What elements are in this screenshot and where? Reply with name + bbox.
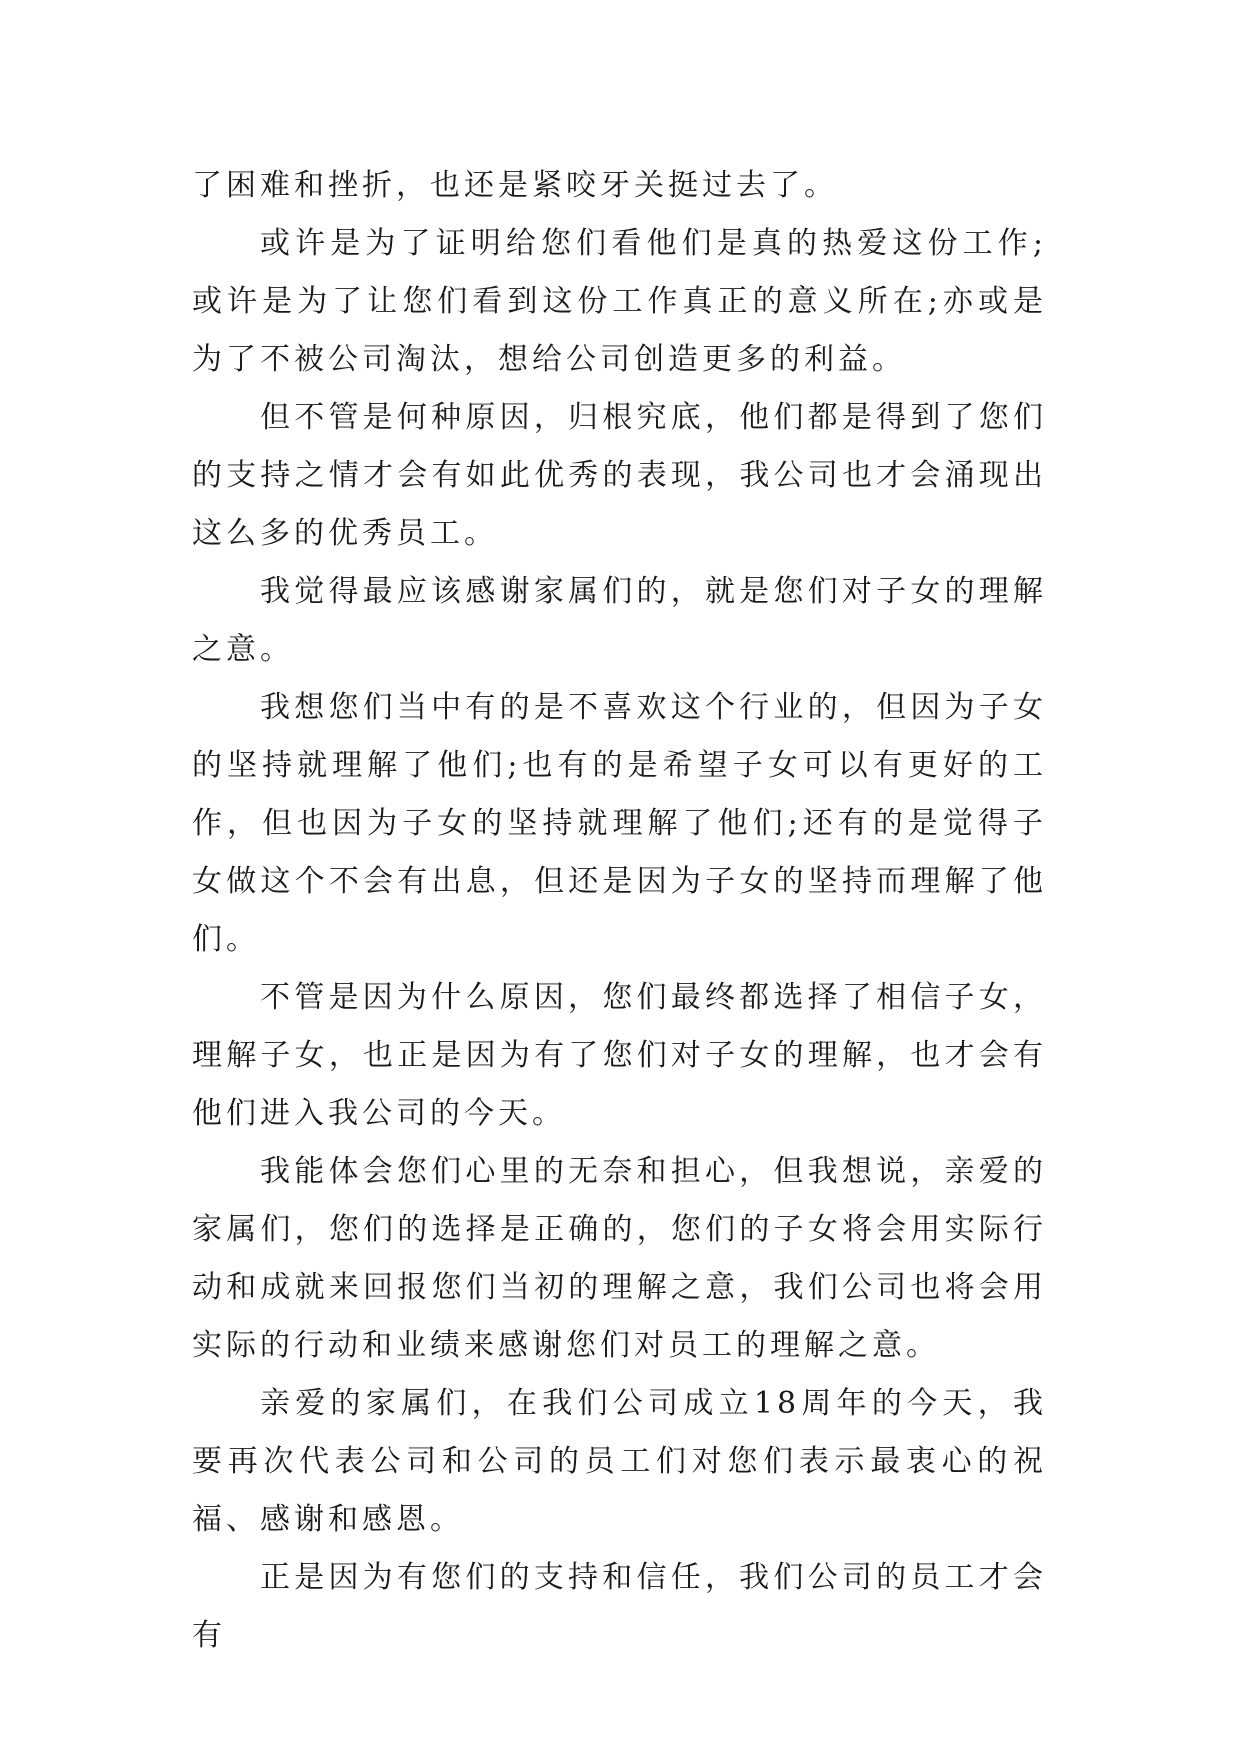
paragraph: 但不管是何种原因，归根究底，他们都是得到了您们的支持之情才会有如此优秀的表现，我公司也才会涌现出这么多的优秀员工。 xyxy=(192,400,1047,551)
paragraph: 亲爱的家属们，在我们公司成立18周年的今天，我要再次代表公司和公司的员工们对您们表示最衷心的祝福、感谢和感恩。 xyxy=(192,1386,1047,1537)
paragraph: 我想您们当中有的是不喜欢这个行业的，但因为子女的坚持就理解了他们;也有的是希望子女可以有更好的工作，但也因为子女的坚持就理解了他们;还有的是觉得子女做这个不会有出息，但还是因为子女的坚持而理解了他们。 xyxy=(192,690,1047,957)
paragraph: 或许是为了证明给您们看他们是真的热爱这份工作;或许是为了让您们看到这份工作真正的意义所在;亦或是为了不被公司淘汰，想给公司创造更多的利益。 xyxy=(192,226,1047,377)
paragraph: 正是因为有您们的支持和信任，我们公司的员工才会有 xyxy=(192,1560,1047,1653)
document-body xyxy=(192,157,1047,1665)
paragraph: 我觉得最应该感谢家属们的，就是您们对子女的理解之意。 xyxy=(192,574,1047,667)
paragraph: 我能体会您们心里的无奈和担心，但我想说，亲爱的家属们，您们的选择是正确的，您们的子女将会用实际行动和成就来回报您们当初的理解之意，我们公司也将会用实际的行动和业绩来感谢您们对员工的理解之意。 xyxy=(192,1154,1047,1363)
paragraph: 不管是因为什么原因，您们最终都选择了相信子女，理解子女，也正是因为有了您们对子女的理解，也才会有他们进入我公司的今天。 xyxy=(192,980,1047,1131)
paragraph-continuation: 了困难和挫折，也还是紧咬牙关挺过去了。 xyxy=(192,168,838,203)
